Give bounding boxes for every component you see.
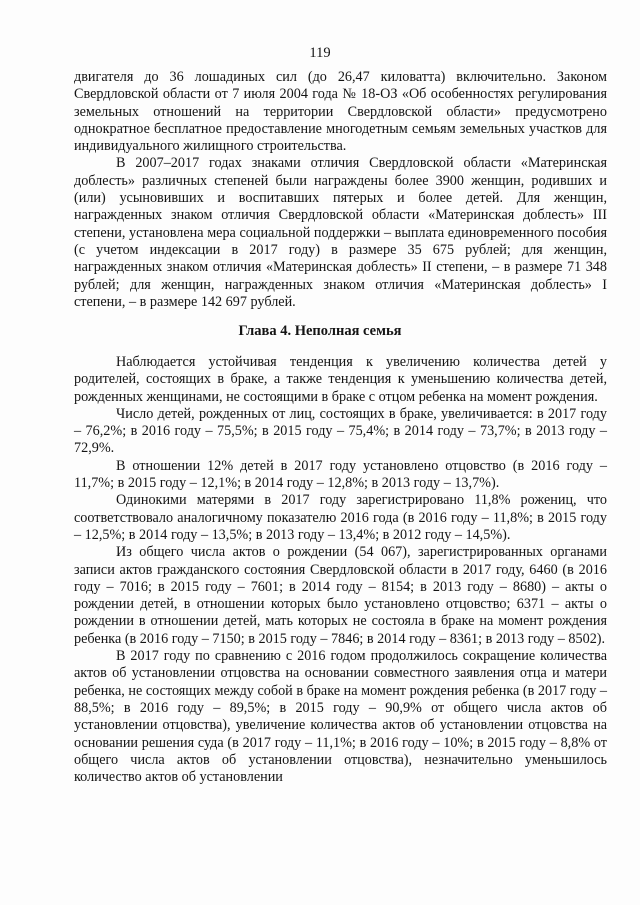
paragraph: В 2007–2017 годах знаками отличия Свердловской области «Материнская доблесть» различных степеней были награждены более 3900 женщин, родивших и (или) усыновивших и воспитавших пятерых и более детей. Для женщин, награжденных знаком отличия Свердловской области «Материнская доблесть» III степени, установлена мера социальной поддержки – выплата единовременного пособия (с учетом индексации в 2017 году) в размере 35 675 рублей; для женщин, награжденных знаком отличия «Материнская доблесть» II степени, – в размере 71 348 рублей; для женщин, награжденных знаком отличия «Материнская доблесть» I степени, – в размере 142 697 рублей. [74,155,607,310]
paragraph: В отношении 12% детей в 2017 году установлено отцовство (в 2016 году – 11,7%; в 2015 году – 12,1%; в 2014 году – 12,8%; в 2013 году – 13,7%). [74,457,607,492]
chapter-title: Глава 4. Неполная семья [238,323,402,339]
page-number: 119 [309,45,331,61]
paragraph: В 2017 году по сравнению с 2016 годом продолжилось сокращение количества актов об установлении отцовства на основании совместного заявления отца и матери ребенка, не состоящих между собой в браке на момент рождения ребенка (в 2017 году – 88,5%; в 2016 году – 89,5%; в 2015 году – 90,9% от общего числа актов об установлении отцовства), увеличение количества актов об установлении отцовства на основании решения суда (в 2017 году – 11,1%; в 2016 году – 10%; в 2015 году – 8,8% от общего числа актов об установлении отцовства), незначительно уменьшилось количество актов об установлении [74,648,607,786]
paragraph: Из общего числа актов о рождении (54 067), зарегистрированных органами записи актов гражданского состояния Свердловской области в 2017 году, 6460 (в 2016 году – 7016; в 2015 году – 7601; в 2014 году – 8154; в 2013 году – 8680) – акты о рождении детей, в отношении которых было установлено отцовство; 6371 – акты о рождении в отношении детей, мать которых не состояла в браке на момент рождения ребенка (в 2016 году – 7150; в 2015 году – 7846; в 2014 году – 8361; в 2013 году – 8502). [74,544,607,647]
paragraph: Наблюдается устойчивая тенденция к увеличению количества детей у родителей, состоящих в браке, а также тенденция к уменьшению количества детей, рожденных женщинами, не состоящими в браке с отцом ребенка на момент рождения. [74,354,607,405]
text-block-top [74,69,607,311]
paragraph: Число детей, рожденных от лиц, состоящих в браке, увеличивается: в 2017 году – 76,2%; в 2016 году – 75,5%; в 2015 году – 75,4%; в 2014 году – 73,7%; в 2013 году – 72,9%. [74,405,607,457]
text-block-main [74,354,607,786]
paragraph: Одинокими матерями в 2017 году зарегистрировано 11,8% рожениц, что соответствовало аналогичному показателю 2016 года (в 2016 году – 11,8%; в 2015 году – 12,5%; в 2014 году – 13,5%; в 2013 году – 13,4%; в 2012 году – 14,5%). [74,492,607,543]
paragraph: двигателя до 36 лошадиных сил (до 26,47 киловатта) включительно. Законом Свердловской области от 7 июля 2004 года № 18-ОЗ «Об особенностях регулирования земельных отношений на территории Свердловской области» предусмотрено однократное бесплатное предоставление многодетным семьям земельных участков для индивидуального жилищного строительства. [74,69,607,155]
